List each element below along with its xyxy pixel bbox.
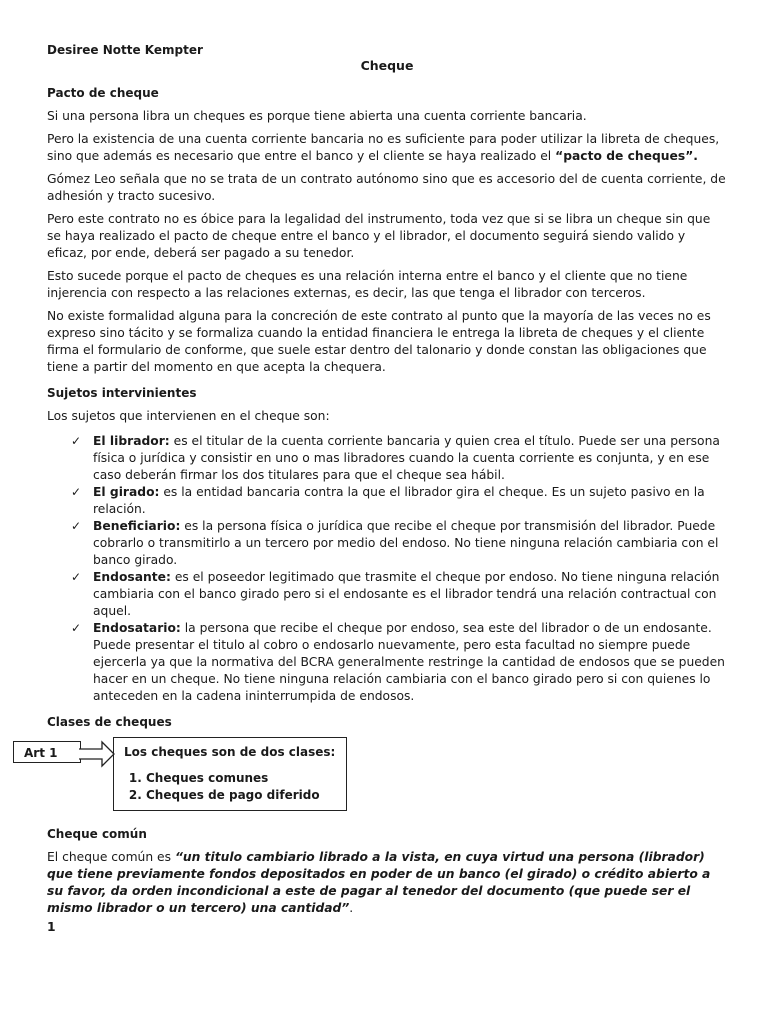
subject-term: Endosatario: [93,621,181,635]
list-item [71,484,727,518]
subject-description: es la persona física o jurídica que recibe el cheque por transmisión del librador. Puede cobrarlo o transmitirlo a un tercero por medio del endoso. No tiene ninguna relación cambiaria con el banco girado. [93,519,719,567]
list-item: 1. Cheques comunes [146,770,336,787]
list-item: 2. Cheques de pago diferido [146,787,336,804]
paragraph: Si una persona libra un cheques es porque tiene abierta una cuenta corriente bancaria. [47,109,587,123]
heading-clases: Clases de cheques [47,715,172,729]
page-number: 1 [47,920,56,934]
paragraph [47,849,727,917]
subject-term: Beneficiario: [93,519,181,533]
heading-cheque-comun: Cheque común [47,827,147,841]
heading-pacto: Pacto de cheque [47,86,159,100]
article-label-box: Art 1 [13,741,81,763]
paragraph: No existe formalidad alguna para la concreción de este contrato al punto que la mayoría de las veces no es expreso sino tácito y se formaliza cuando la entidad financiera le entrega la libreta de cheques y el cliente firma el formulario de conforme, que suele estar dentro del talonario y donde constan las obligaciones que tiene a partir del momento en que acepta la chequera. [47,309,711,374]
paragraph: Esto sucede porque el pacto de cheques es una relación interna entre el banco y el cliente que no tiene injerencia con respecto a las relaciones externas, es decir, las que tenga el librador con terceros. [47,269,688,300]
author-name: Desiree Notte Kempter [47,43,203,57]
paragraph: Los sujetos que intervienen en el cheque son: [47,409,330,423]
document-title: Cheque [360,58,414,73]
list-item [71,518,727,569]
paragraph [47,131,727,165]
subject-description: es el poseedor legitimado que trasmite el cheque por endoso. No tiene ninguna relación cambiaria con el banco girado pero si el endosante es el librador tendrá una relación contractual con aquel. [93,570,720,618]
checkmark-icon: ✓ [71,621,82,635]
classes-list [124,770,336,804]
checkmark-icon: ✓ [71,485,82,499]
subject-description: es la entidad bancaria contra la que el librador gira el cheque. Es un sujeto pasivo en la relación. [93,485,705,516]
checkmark-icon: ✓ [71,519,82,533]
arrow-right-icon [78,739,116,769]
heading-sujetos: Sujetos intervinientes [47,386,197,400]
paragraph: Gómez Leo señala que no se trata de un contrato autónomo sino que es accesorio del de cuenta corriente, de adhesión y tracto sucesivo. [47,172,726,203]
paragraph-text: . [349,901,354,915]
list-item [71,620,727,705]
classes-diagram [24,737,727,817]
subject-description: la persona que recibe el cheque por endoso, sea este del librador o de un endosante. Puede presentar el titulo al cobro o endosarlo nuevamente, pero esta facultad no siempre puede ejercerla ya que la normativa del BCRA generalmente restringe la cantidad de endosos que se pueden hacer en un cheque. No tiene ninguna relación cambiaria con el banco girado pero si con quienes lo anteceden en la cadena ininterrumpida de endosos. [93,621,725,703]
paragraph-text: El cheque común es [47,850,175,864]
subjects-list [47,433,727,705]
classes-box [113,737,347,811]
checkmark-icon: ✓ [71,570,82,584]
pacto-de-cheques-term: “pacto de cheques”. [555,149,698,163]
paragraph-text: Pero la existencia de una cuenta corriente bancaria no es suficiente para poder utilizar la libreta de cheques, sino que además es necesario que entre el banco y el cliente se haya realizado el [47,132,720,163]
paragraph: Pero este contrato no es óbice para la legalidad del instrumento, toda vez que si se libra un cheque sin que se haya realizado el pacto de cheque entre el banco y el librador, el documento seguirá siendo valido y eficaz, por ende, deberá ser pagado a su tenedor. [47,212,711,260]
subject-term: El girado: [93,485,160,499]
list-item [71,433,727,484]
checkmark-icon: ✓ [71,434,82,448]
subject-term: El librador: [93,434,170,448]
list-item [71,569,727,620]
cheque-comun-definition: “un titulo cambiario librado a la vista, en cuya virtud una persona (librador) que tiene previamente fondos depositados en poder de un banco (el girado) o crédito abierto a su favor, da orden incondicional a este de pagar al tenedor del documento (que puede ser el mismo librador o un tercero) una cantidad” [47,850,711,915]
subject-description: es el titular de la cuenta corriente bancaria y quien crea el título. Puede ser una persona física o jurídica y consistir en uno o mas libradores cuando la cuenta corriente es conjunta, y en ese caso deberán firmar los dos titulares para que el cheque sea hábil. [93,434,720,482]
document-page [24,42,727,936]
subject-term: Endosante: [93,570,171,584]
classes-intro: Los cheques son de dos clases: [124,745,336,759]
